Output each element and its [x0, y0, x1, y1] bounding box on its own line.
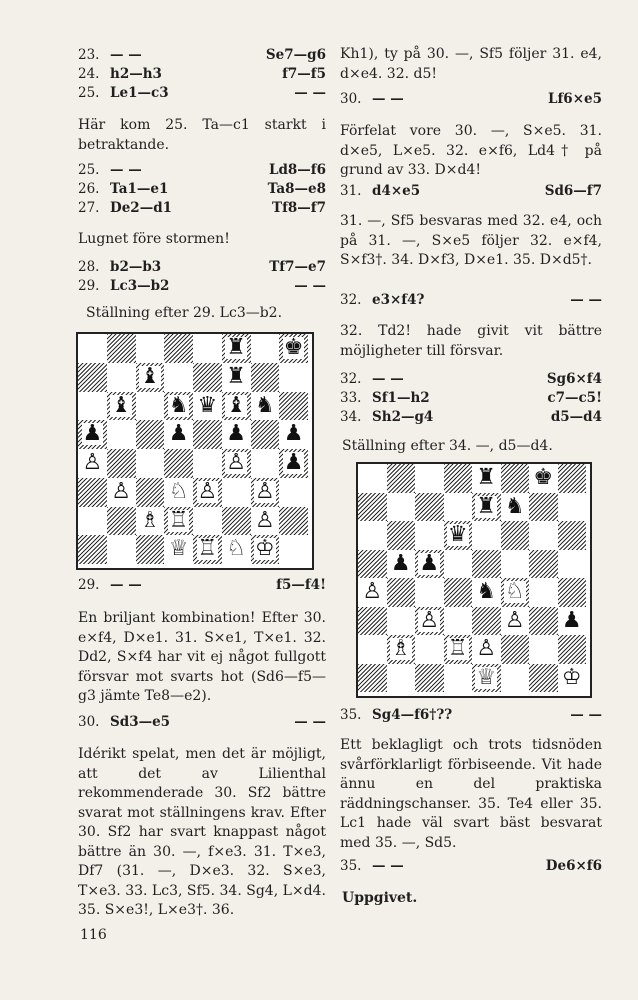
annotation: En briljant kombination! Efter 30. e×f4, D×e1. 31. S×e1, T×e1. 32. Dd2, S×f4 har vit ej något fullgott försvar mot svarts hot (Sd6—f5—g3 jämte Te8—e2).: [78, 610, 326, 704]
board-square: [193, 363, 222, 392]
move-number: 27.: [78, 200, 100, 216]
chess-piece-icon: ♕: [168, 536, 189, 562]
board-square: [529, 521, 558, 550]
chess-piece-icon: ♙: [476, 636, 497, 661]
chess-piece-icon: ♟: [283, 450, 304, 475]
annotation: 32. Td2! hade givit vit bättre möjligheter till försvar.: [340, 323, 602, 359]
board-square: [558, 493, 587, 522]
board-square: [251, 363, 280, 392]
move-number: 34.: [340, 409, 362, 425]
chess-piece-icon: ♔: [255, 536, 275, 562]
board-square: [444, 578, 473, 607]
black-move: De6×f6: [545, 858, 602, 874]
white-move: — —: [372, 91, 404, 107]
board-square: [107, 535, 136, 564]
board-square: [415, 635, 444, 664]
black-move: Se7—g6: [265, 47, 326, 63]
white-move: Sf1—h2: [372, 390, 430, 406]
move-row: [78, 712, 326, 732]
move-number: 24.: [78, 66, 100, 82]
annotation: Ett beklagligt och trots tidsnöden svårförklarligt förbiseende. Vit hade ännu en del praktiska räddningschanser. 35. Te4 eller 35. Lc1 hade väl svart bäst besvarat med 35. —, Sd5.: [340, 737, 602, 851]
black-move: — —: [570, 292, 602, 308]
move-row: [78, 276, 326, 296]
move-row: [78, 64, 326, 84]
board-square: [78, 478, 107, 507]
board-square: [193, 507, 222, 536]
white-move: Sd3—e5: [110, 714, 171, 730]
board-square: [387, 493, 416, 522]
white-move: — —: [110, 577, 142, 593]
move-row: [78, 83, 326, 103]
black-move: Ta8—e8: [267, 181, 326, 197]
white-move: Lc3—b2: [110, 278, 170, 294]
board-square: [78, 535, 107, 564]
black-move: d5—d4: [550, 409, 602, 425]
annotation: Här kom 25. Ta—c1 starkt i betraktande.: [78, 117, 326, 153]
annotation: Förfelat vore 30. —, S×e5. 31. d×e5, L×e5. 32. e×f6, Ld4† på grund av 33. D×d4!: [340, 123, 602, 178]
board-square: [279, 507, 308, 536]
board-square: [387, 607, 416, 636]
board-square: [164, 334, 193, 363]
move-row: [78, 198, 326, 218]
chess-piece-icon: ♔: [561, 664, 582, 690]
white-move: — —: [110, 47, 142, 63]
move-number: 25.: [78, 85, 100, 101]
board-square: [193, 334, 222, 363]
move-number: 35.: [340, 858, 362, 874]
annotation: 31. —, Sf5 besvaras med 32. e4, och på 31. —, S×e5 följer 32. e×f4, S×f3†. 34. D×f3, D×e1. 35. D×d5†.: [340, 213, 602, 268]
chess-piece-icon: ♖: [168, 507, 189, 533]
board-square: [78, 334, 107, 363]
board-square: [387, 521, 416, 550]
move-number: 30.: [78, 714, 100, 730]
chess-piece-icon: ♟: [561, 607, 582, 633]
chess-piece-icon: ♟: [82, 421, 103, 447]
board-square: [501, 635, 530, 664]
white-move: Le1—c3: [110, 85, 169, 101]
board-square: [136, 478, 165, 507]
board-square: [107, 334, 136, 363]
move-row: [340, 290, 602, 310]
board-square: [107, 507, 136, 536]
black-move: — —: [294, 85, 326, 101]
board-square: [415, 521, 444, 550]
board-square: [444, 550, 473, 579]
black-move: — —: [570, 707, 602, 723]
chess-piece-icon: ♘: [504, 579, 525, 604]
board-square: [107, 363, 136, 392]
move-number: 32.: [340, 292, 362, 308]
board-square: [164, 449, 193, 478]
chess-piece-icon: ♘: [168, 478, 189, 504]
board-square: [529, 578, 558, 607]
move-number: 25.: [78, 162, 100, 178]
board-square: [501, 521, 530, 550]
board-square: [279, 535, 308, 564]
move-number: 30.: [340, 91, 362, 107]
move-row: [340, 89, 602, 109]
chess-piece-icon: ♙: [111, 478, 131, 504]
black-move: Ld8—f6: [268, 162, 326, 178]
chess-piece-icon: ♙: [362, 579, 383, 604]
move-row: [78, 45, 326, 65]
black-move: Lf6×e5: [548, 91, 602, 107]
board-square: [472, 607, 501, 636]
board-square: [358, 521, 387, 550]
board-square: [107, 449, 136, 478]
black-move: f5—f4!: [276, 577, 326, 593]
board-square: [358, 464, 387, 493]
move-row: [78, 257, 326, 277]
board-square: [358, 493, 387, 522]
black-move: Tf8—f7: [272, 200, 326, 216]
annotation: Lugnet före stormen!: [78, 231, 230, 247]
chess-diagram: [76, 332, 314, 570]
board-square: [444, 664, 473, 693]
move-number: 26.: [78, 181, 100, 197]
chess-piece-icon: ♙: [226, 450, 246, 475]
chess-piece-icon: ♝: [140, 363, 160, 389]
black-move: Sg6×f4: [546, 371, 602, 387]
chess-piece-icon: ♙: [419, 607, 440, 633]
chess-piece-icon: ♟: [226, 421, 246, 447]
black-move: Tf7—e7: [269, 259, 326, 275]
board-square: [472, 521, 501, 550]
chess-piece-icon: ♙: [197, 478, 218, 504]
chess-piece-icon: ♜: [226, 363, 246, 389]
white-move: — —: [372, 371, 404, 387]
board-square: [78, 392, 107, 421]
diagram-caption: Ställning efter 34. —, d5—d4.: [342, 438, 553, 454]
page-number: 116: [80, 927, 107, 943]
chess-piece-icon: ♛: [197, 392, 218, 418]
chess-piece-icon: ♖: [447, 636, 468, 661]
move-number: 28.: [78, 259, 100, 275]
board-square: [529, 607, 558, 636]
board-square: [529, 664, 558, 693]
board-square: [558, 578, 587, 607]
white-move: — —: [110, 162, 142, 178]
board-square: [358, 635, 387, 664]
move-row: [340, 369, 602, 389]
move-row: [340, 388, 602, 408]
move-number: 29.: [78, 278, 100, 294]
chess-piece-icon: ♘: [226, 536, 246, 562]
board-square: [444, 607, 473, 636]
chess-piece-icon: ♚: [283, 335, 304, 360]
chess-piece-icon: ♟: [283, 421, 304, 447]
black-move: f7—f5: [282, 66, 326, 82]
chess-piece-icon: ♙: [255, 478, 275, 504]
board-square: [136, 392, 165, 421]
move-row: [340, 407, 602, 427]
move-number: 32.: [340, 371, 362, 387]
board-square: [501, 464, 530, 493]
white-move: Sg4—f6†??: [372, 707, 453, 723]
chess-piece-icon: ♙: [255, 507, 275, 533]
white-move: De2—d1: [110, 200, 173, 216]
board-square: [415, 464, 444, 493]
white-move: — —: [372, 858, 404, 874]
board-square: [136, 420, 165, 449]
black-move: Sd6—f7: [544, 183, 602, 199]
board-square: [529, 550, 558, 579]
board-square: [558, 464, 587, 493]
annotation: Idérikt spelat, men det är möjligt, att det av Lilienthal rekommenderade 30. Sf2 bättre svarat mot ställningens krav. Efter 30. Sf2 har svart knappast något bättre än 30. —, f×e3. 31. T×e3, Df7 (31. —, D×e3. 32. S×e3, T×e3. 33. Lc3, Sf5. 34. Sg4, L×d4. 35. S×e3!, L×e3†. 36.: [78, 746, 326, 918]
chess-piece-icon: ♞: [255, 392, 275, 418]
move-number: 35.: [340, 707, 362, 723]
board-square: [358, 664, 387, 693]
board-square: [78, 363, 107, 392]
board-square: [501, 664, 530, 693]
move-number: 23.: [78, 47, 100, 63]
chess-piece-icon: ♙: [504, 607, 525, 633]
chess-diagram: [356, 462, 592, 698]
move-number: 33.: [340, 390, 362, 406]
board-square: [558, 550, 587, 579]
white-move: Ta1—e1: [110, 181, 169, 197]
board-square: [415, 664, 444, 693]
board-square: [387, 464, 416, 493]
chess-piece-icon: ♟: [419, 550, 440, 576]
board-square: [358, 550, 387, 579]
chess-piece-icon: ♕: [476, 664, 497, 690]
chess-piece-icon: ♟: [168, 421, 189, 447]
move-row: [78, 179, 326, 199]
move-row: [340, 856, 602, 876]
board-square: [251, 449, 280, 478]
chess-piece-icon: ♗: [140, 507, 160, 533]
chess-piece-icon: ♗: [390, 636, 411, 661]
white-move: e3×f4?: [372, 292, 425, 308]
board-square: [387, 578, 416, 607]
board-square: [136, 535, 165, 564]
board-square: [529, 493, 558, 522]
move-row: [78, 160, 326, 180]
chess-piece-icon: ♜: [226, 335, 246, 360]
chess-piece-icon: ♞: [476, 579, 497, 604]
move-row: [78, 575, 326, 595]
move-row: [340, 705, 602, 725]
chess-piece-icon: ♖: [197, 536, 218, 562]
board-square: [529, 635, 558, 664]
board-square: [251, 334, 280, 363]
board-square: [136, 334, 165, 363]
chess-piece-icon: ♜: [476, 493, 497, 519]
board-square: [222, 507, 251, 536]
chess-piece-icon: ♛: [447, 522, 468, 547]
white-move: b2—b3: [110, 259, 162, 275]
chess-piece-icon: ♞: [168, 392, 189, 418]
move-number: 29.: [78, 577, 100, 593]
board-square: [444, 493, 473, 522]
move-number: 31.: [340, 183, 362, 199]
board-square: [501, 550, 530, 579]
board-square: [415, 493, 444, 522]
board-square: [472, 550, 501, 579]
board-square: [387, 664, 416, 693]
board-square: [193, 420, 222, 449]
board-square: [279, 478, 308, 507]
chess-piece-icon: ♝: [111, 392, 131, 418]
board-square: [358, 607, 387, 636]
chess-piece-icon: ♜: [476, 465, 497, 490]
board-square: [251, 420, 280, 449]
board-square: [78, 507, 107, 536]
board-square: [164, 363, 193, 392]
black-move: — —: [294, 278, 326, 294]
board-square: [558, 635, 587, 664]
board-square: [107, 420, 136, 449]
board-square: [193, 449, 222, 478]
board-square: [136, 449, 165, 478]
game-result: Uppgivet.: [342, 890, 418, 906]
white-move: h2—h3: [110, 66, 162, 82]
chess-piece-icon: ♟: [390, 550, 411, 576]
board-square: [558, 521, 587, 550]
white-move: d4×e5: [372, 183, 421, 199]
chess-piece-icon: ♞: [504, 493, 525, 519]
chess-piece-icon: ♙: [82, 450, 103, 475]
chess-piece-icon: ♝: [226, 392, 246, 418]
board-square: [279, 392, 308, 421]
annotation: Kh1), ty på 30. —, Sf5 följer 31. e4, d×e4. 32. d5!: [340, 46, 602, 82]
board-square: [415, 578, 444, 607]
board-square: [444, 464, 473, 493]
black-move: c7—c5!: [547, 390, 602, 406]
black-move: — —: [294, 714, 326, 730]
move-row: [340, 181, 602, 201]
chess-piece-icon: ♚: [533, 465, 554, 490]
white-move: Sh2—g4: [372, 409, 434, 425]
board-square: [279, 363, 308, 392]
diagram-caption: Ställning efter 29. Lc3—b2.: [86, 305, 283, 321]
board-square: [222, 478, 251, 507]
